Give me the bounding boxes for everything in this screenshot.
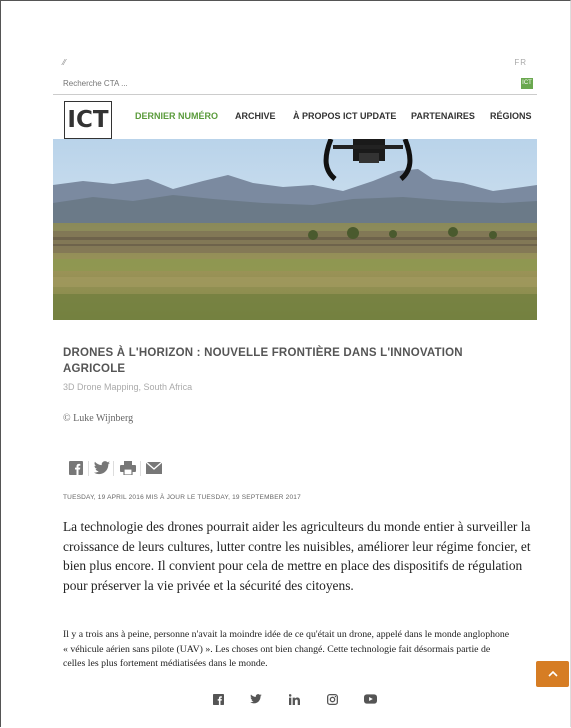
language-switch[interactable]: FR [514,58,527,67]
nav-item-dernier-numero[interactable]: DERNIER NUMÉRO [135,111,219,121]
image-caption: 3D Drone Mapping, South Africa [63,382,193,392]
instagram-icon[interactable] [325,692,339,706]
search-bar [53,76,537,95]
nav-item-regions[interactable]: RÉGIONS [490,111,532,121]
article-dates: TUESDAY, 19 APRIL 2016 MIS À JOUR LE TUESDAY, 19 SEPTEMBER 2017 [63,494,301,501]
share-divider [88,461,89,476]
chevron-up-icon [548,671,558,677]
youtube-icon[interactable] [363,692,377,706]
drone-landscape-image [53,139,537,320]
search-input[interactable] [63,79,213,88]
facebook-icon[interactable] [67,459,85,477]
photo-credit: © Luke Wijnberg [63,413,134,424]
email-icon[interactable] [145,459,163,477]
article-lead: La technologie des drones pourrait aider les agriculteurs du monde entier à surveiller la croissance de leurs cultures, lutter contre les nuisibles, améliorer leur régime foncier, et bien plus encore. Il convient pour cela de mettre en place des dispositifs de régulation pour préserver la vie privée et la sécurité des citoyens. [63,519,531,593]
linkedin-icon[interactable] [287,692,301,706]
hero-image [53,139,537,320]
cta-logo-mark[interactable]: ⁄⁄ [63,58,66,67]
nav-item-archive[interactable]: ARCHIVE [235,111,276,121]
logo-ict-text: ICT [64,101,112,139]
share-divider [140,461,141,476]
footer-social-bar [53,690,537,708]
print-icon[interactable] [119,459,137,477]
article-body: Il y a trois ans à peine, personne n'avait la moindre idée de ce qu'était un drone, appelé dans le monde anglophone « véhicule aérien sans pilote (UAV) ». Les choses ont bien changé. Cette technologie fait désormais partie de celles les plus fortement médiatisées dans le monde. [63,629,510,669]
share-divider [113,461,114,476]
search-button[interactable]: ICT [521,78,533,89]
article-title: DRONES À L'HORIZON : NOUVELLE FRONTIÈRE DANS L'INNOVATION AGRICOLE [63,346,463,375]
twitter-icon[interactable] [93,459,111,477]
scroll-to-top-button[interactable] [536,661,569,687]
top-bar [53,58,537,70]
twitter-icon[interactable] [249,692,263,706]
facebook-icon[interactable] [211,692,225,706]
nav-item-partenaires[interactable]: PARTENAIRES [411,111,475,121]
nav-item-a-propos[interactable]: À PROPOS ICT UPDATE [293,111,397,121]
